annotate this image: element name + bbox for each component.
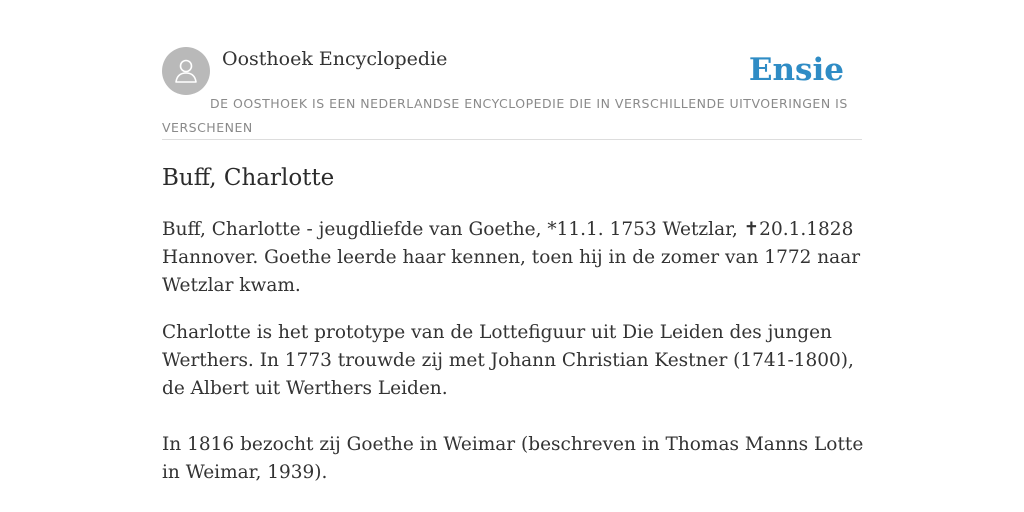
source-name[interactable]: Oosthoek Encyclopedie xyxy=(222,48,448,70)
article-paragraph-1: Buff, Charlotte - jeugdliefde van Goethe, *11.1. 1753 Wetzlar, ✝20.1.1828 Hannover. Goethe leerde haar kennen, toen hij in de zomer van 1772 naar Wetzlar kwam. xyxy=(162,219,861,296)
brand-logo[interactable]: Ensie xyxy=(748,52,844,88)
article-paragraph-3: In 1816 bezocht zij Goethe in Weimar (beschreven in Thomas Manns Lotte in Weimar, 1939). xyxy=(162,434,864,483)
article-title: Buff, Charlotte xyxy=(162,165,335,191)
header-divider xyxy=(162,139,862,140)
source-header xyxy=(162,44,862,140)
article-paragraph-2: Charlotte is het prototype van de Lottefiguur uit Die Leiden des jungen Werthers. In 1773 trouwde zij met Johann Christian Kestner (1741-1800), de Albert uit Werthers Leiden. xyxy=(162,322,854,399)
source-description: DE OOSTHOEK IS EEN NEDERLANDSE ENCYCLOPEDIE DIE IN VERSCHILLENDE UITVOERINGEN IS VERSCHENEN xyxy=(162,96,848,135)
source-avatar[interactable] xyxy=(162,47,210,95)
user-icon xyxy=(171,56,201,86)
